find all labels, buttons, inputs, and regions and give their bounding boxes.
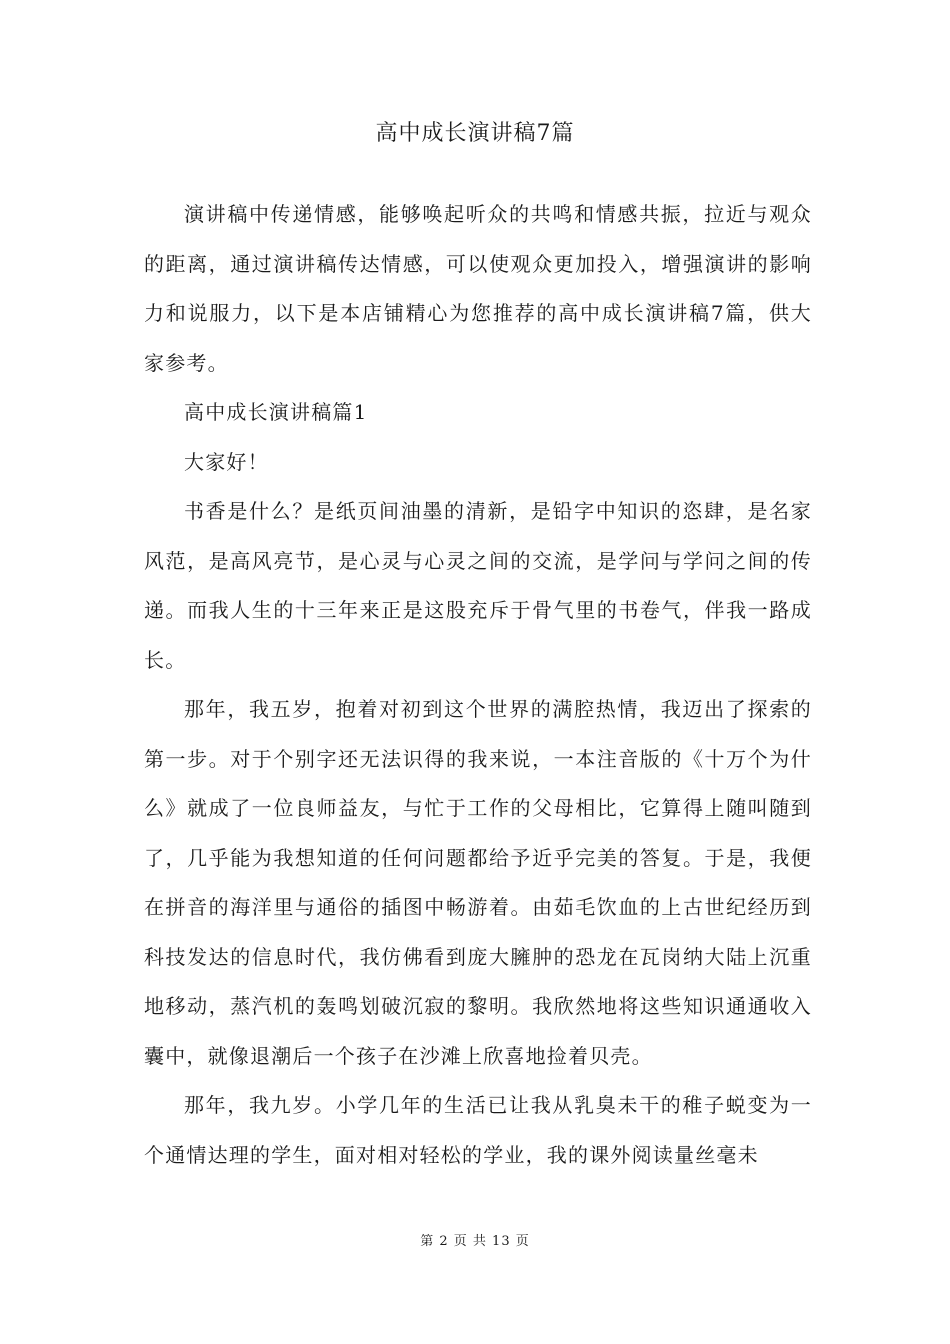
paragraph-age-five: 那年，我五岁，抱着对初到这个世界的满腔热情，我迈出了探索的第一步。对于个别字还无法识得的我来说，一本注音版的《十万个为什么》就成了一位良师益友，与忙于工作的父母相比，它算得上随叫随到了，几乎能为我想知道的任何问题都给予近乎完美的答复。于是，我便在拼音的海洋里与通俗的插图中畅游着。由茹毛饮血的上古世纪经历到科技发达的信息时代，我仿佛看到庞大臃肿的恐龙在瓦岗纳大陆上沉重地移动，蒸汽机的轰鸣划破沉寂的黎明。我欣然地将这些知识通通收入囊中，就像退潮后一个孩子在沙滩上欣喜地捡着贝壳。	[144, 697, 812, 1068]
paragraph-age-nine: 那年，我九岁。小学几年的生活已让我从乳臭未干的稚子蜕变为一个通情达理的学生，面对相对轻松的学业，我的课外阅读量丝毫未	[144, 1093, 812, 1167]
paragraph-intro: 演讲稿中传递情感，能够唤起听众的共鸣和情感共振，拉近与观众的距离，通过演讲稿传达情感，可以使观众更加投入，增强演讲的影响力和说服力，以下是本店铺精心为您推荐的高中成长演讲稿7篇，供大家参考。	[144, 202, 812, 375]
paragraph-greeting: 大家好！	[184, 449, 269, 474]
paragraph-book-fragrance: 书香是什么？是纸页间油墨的清新，是铅字中知识的恣肆，是名家风范，是高风亮节，是心灵与心灵之间的交流，是学问与学问之间的传递。而我人生的十三年来正是这股充斥于骨气里的书卷气，伴我一路成长。	[144, 499, 812, 672]
page-footer: 第 2 页 共 13 页	[420, 1234, 530, 1249]
section-heading: 高中成长演讲稿篇1	[184, 400, 368, 424]
document-title: 高中成长演讲稿7篇	[375, 121, 575, 146]
document-body	[144, 190, 812, 1180]
